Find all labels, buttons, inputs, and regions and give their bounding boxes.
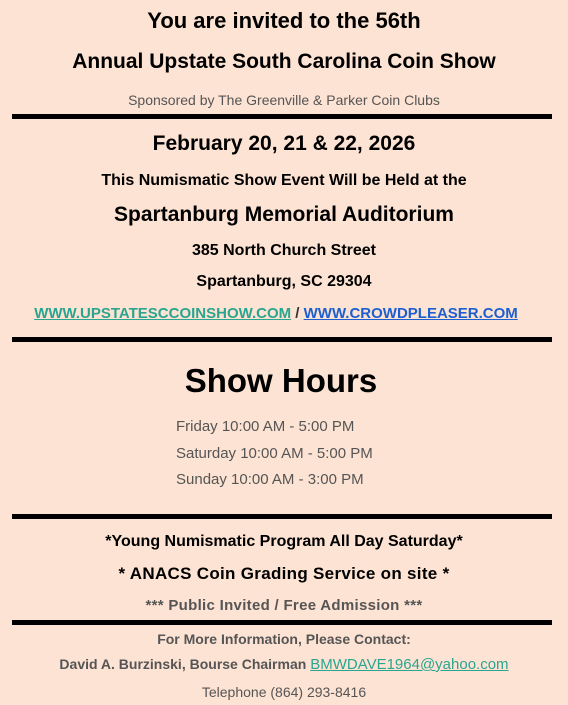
hours-list (176, 414, 373, 494)
saturday-hours: Saturday 10:00 AM - 5:00 PM (176, 444, 373, 462)
venue-name: Spartanburg Memorial Auditorium (114, 203, 454, 226)
street-address: 385 North Church Street (191, 242, 377, 259)
divider (12, 337, 552, 342)
divider (12, 114, 552, 119)
upstate-website-link[interactable]: WWW.UPSTATESCCOINSHOW.COM (34, 305, 292, 322)
crowdpleaser-website-link[interactable]: WWW.CROWDPLEASER.COM (303, 305, 518, 322)
contact-line (0, 656, 568, 673)
friday-hours: Friday 10:00 AM - 5:00 PM (176, 418, 355, 435)
event-dates: February 20, 21 & 22, 2026 (152, 132, 416, 155)
show-hours-title: Show Hours (184, 362, 378, 399)
divider (12, 514, 552, 519)
telephone-number: Telephone (864) 293-8416 (201, 684, 367, 700)
city-address: Spartanburg, SC 29304 (196, 273, 372, 290)
sponsor-text: Sponsored by The Greenville & Parker Coin Clubs (128, 92, 440, 108)
anacs-grading-note: * ANACS Coin Grading Service on site * (118, 564, 450, 583)
email-link[interactable]: BMWDAVE1964@yahoo.com (310, 656, 509, 673)
contact-heading: For More Information, Please Contact: (157, 631, 411, 647)
admission-note: *** Public Invited / Free Admission *** (145, 597, 423, 614)
held-at-text: This Numismatic Show Event Will be Held at the (101, 172, 467, 189)
link-separator: / (295, 305, 300, 322)
invite-heading: You are invited to the 56th (147, 8, 421, 33)
show-name: Annual Upstate South Carolina Coin Show (72, 50, 496, 73)
divider (12, 620, 552, 625)
chairman-name: David A. Burzinski, Bourse Chairman (59, 656, 307, 672)
website-links (0, 305, 560, 322)
sunday-hours: Sunday 10:00 AM - 3:00 PM (176, 471, 364, 488)
young-numismatic-program: *Young Numismatic Program All Day Saturday* (105, 533, 463, 550)
